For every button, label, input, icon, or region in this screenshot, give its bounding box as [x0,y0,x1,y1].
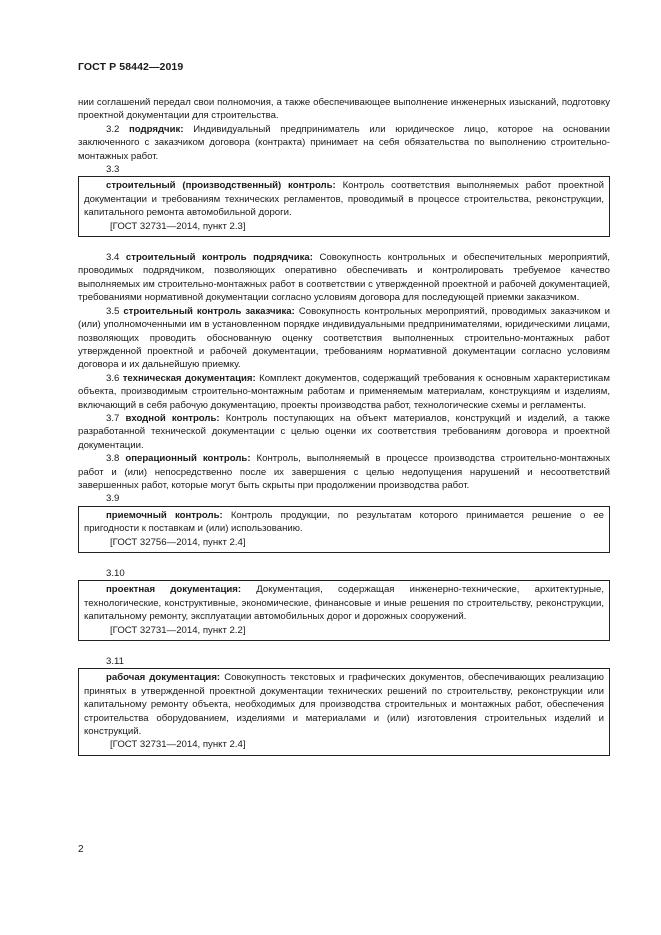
section-number-3-3: 3.3 [106,164,120,176]
term: операционный контроль: [125,453,251,465]
definition-text: Совокупность текстовых и графических документов, обеспечивающих реализацию принятых в утвержденной проектной документации технических решений по строительству, реконструкции или капитальному ремонту объекта, необходимых для производства строительных и монтажных работ, обеспечения строительства оборудованием, изделиями и материалами и (или) изготовления строительных изделий и конструкций. [84,672,604,738]
term: техническая документация: [122,372,256,384]
section-number: 3.2 [106,123,120,135]
definition-3-9 [84,509,604,536]
definition-text: Индивидуальный предприниматель или юридическое лицо, которое на основании заключенного с заказчиком договора (контракта) принимает на себя обязательства по выполнению строительно-монтажных работ. [78,123,611,162]
definition-text: Контроль продукции, по результатам которого принимается решение о ее пригодности к поставкам и (или) использованию. [84,509,605,535]
definition-3-3 [84,179,604,219]
section-number: 3.7 [106,412,120,424]
definition-3-8 [78,452,610,492]
source-reference: [ГОСТ 32731—2014, пункт 2.4] [110,739,246,751]
term: проектная документация: [106,584,242,596]
term: подрядчик: [129,123,184,135]
section-number: 3.6 [106,372,120,384]
section-number: 3.4 [106,252,120,264]
definition-box-3-11 [78,668,610,755]
definition-text: Комплект документов, содержащий требования к основным характеристикам объекта, производимым строительно-монтажным работам и применяемым материалам, конструкциям и изделиям, включающий в себя рабочую документацию, проекты производства работ, технологические схемы и регламенты. [78,372,610,411]
section-number-3-9: 3.9 [106,493,120,505]
term: рабочая документация: [106,672,221,684]
definition-3-7 [78,412,610,452]
page-number: 2 [78,844,84,855]
definition-3-5 [78,305,610,372]
definition-box-3-9 [78,506,610,553]
definition-3-11 [84,671,604,738]
definition-text: Контроль соответствия выполняемых работ проектной документации и требованиям технических регламентов, проводимый в процессе строительства, реконструкции, капитального ремонта автомобильной дороги. [84,180,604,219]
definition-text: Контроль, выполняемый в процессе производства строительно-монтажных работ и (или) непосредственно после их завершения с целью недопущения нарушений и несоответствий завершенных работ, которые могут быть скрыты при продолжении производства работ. [78,453,610,491]
continuation-paragraph: нии соглашений передал свои полномочия, а также обеспечивающее выполнение инженерных изысканий, подготовку проектной документации для строительства. [78,97,610,122]
definition-3-10 [84,583,604,623]
source-reference: [ГОСТ 32731—2014, пункт 2.3] [110,220,246,232]
definition-text: Документация, содержащая инженерно-технические, архитектурные, технологические, конструктивные, экономические, финансовые и иные решения по строительству, реконструкции, капитальному ремонту, эксплуатации автомобильных дорог и дорожных сооружений. [84,584,604,623]
section-number-3-10: 3.10 [106,568,125,579]
definition-box-3-3 [78,176,610,237]
definition-text: Контроль поступающих на объект материалов, конструкций и изделий, а также разработанной технической документации с целью оценки их соответствия требованиям договора и проектной документации. [78,412,611,451]
definition-text: Совокупность контрольных и обеспечительных мероприятий, проводимых подрядчиком, позволяющих оперативно обеспечивать и контролировать требуемое качество выполняемых им строительно-монтажных работ в соответствии с утвержденной проектной и рабочей документацией, требованиями нормативной документации согласно условиям договора для последующей приемки заказчиком. [78,252,610,304]
source-reference: [ГОСТ 32731—2014, пункт 2.2] [110,624,246,636]
definition-text: Совокупность контрольных мероприятий, проводимых заказчиком и (или) уполномоченными им в установленном порядке индивидуальными предпринимателями, юридическими лицами, позволяющих проводить обоснованную оценку соответствия выполненных строительно-монтажных работ утвержденной проектной и рабочей документации, требованиям нормативной документации согласно условиям договора и их дальнейшую приемку. [78,305,610,371]
section-number: 3.8 [106,453,120,465]
definition-3-2 [78,123,610,163]
definition-3-4 [78,251,610,305]
section-number-3-11: 3.11 [106,656,124,668]
document-body [78,96,610,756]
document-title: ГОСТ Р 58442—2019 [78,61,184,73]
term: приемочный контроль: [106,509,223,521]
definition-box-3-10 [78,580,610,641]
source-reference: [ГОСТ 32756—2014, пункт 2.4] [110,536,246,548]
definition-3-6 [78,372,610,412]
term: строительный контроль заказчика: [123,305,295,317]
section-number: 3.5 [106,305,120,317]
term: входной контроль: [125,412,220,424]
term: строительный контроль подрядчика: [125,252,313,264]
term: строительный (производственный) контроль: [106,180,336,192]
